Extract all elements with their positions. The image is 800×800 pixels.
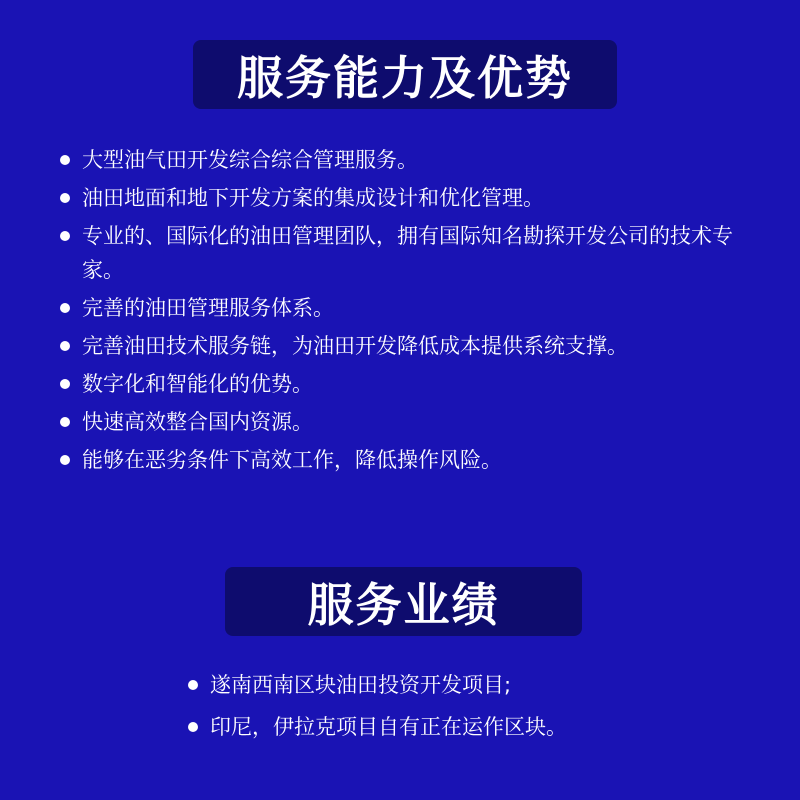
list-item	[188, 668, 748, 702]
bullet-icon	[60, 455, 70, 465]
bullet-icon	[60, 417, 70, 427]
list-item	[60, 219, 760, 287]
list-item-text: 能够在恶劣条件下高效工作，降低操作风险。	[82, 448, 502, 472]
advantages-list	[60, 143, 760, 481]
list-item	[60, 291, 760, 325]
list-item-text: 数字化和智能化的优势。	[82, 372, 313, 396]
list-item-text: 油田地面和地下开发方案的集成设计和优化管理。	[82, 186, 544, 210]
list-item	[188, 710, 748, 744]
list-item	[60, 367, 760, 401]
list-item	[60, 181, 760, 215]
list-item	[60, 443, 760, 477]
list-item-text: 专业的、国际化的油田管理团队，拥有国际知名勘探开发公司的技术专家。	[82, 224, 733, 282]
bullet-icon	[60, 303, 70, 313]
bullet-icon	[60, 379, 70, 389]
bullet-icon	[60, 341, 70, 351]
bullet-icon	[60, 231, 70, 241]
performance-list	[188, 668, 748, 752]
list-item	[60, 329, 760, 363]
bullet-icon	[188, 680, 198, 690]
section-title-advantages: 服务能力及优势	[193, 40, 617, 109]
section-title-performance: 服务业绩	[225, 567, 582, 636]
list-item-text: 大型油气田开发综合综合管理服务。	[82, 148, 418, 172]
list-item-text: 完善的油田管理服务体系。	[82, 296, 334, 320]
list-item-text: 快速高效整合国内资源。	[82, 410, 313, 434]
list-item-text: 印尼，伊拉克项目自有正在运作区块。	[210, 715, 567, 739]
bullet-icon	[60, 193, 70, 203]
list-item-text: 完善油田技术服务链，为油田开发降低成本提供系统支撑。	[82, 334, 628, 358]
bullet-icon	[60, 155, 70, 165]
bullet-icon	[188, 722, 198, 732]
list-item	[60, 405, 760, 439]
list-item	[60, 143, 760, 177]
list-item-text: 遂南西南区块油田投资开发项目;	[210, 673, 512, 697]
